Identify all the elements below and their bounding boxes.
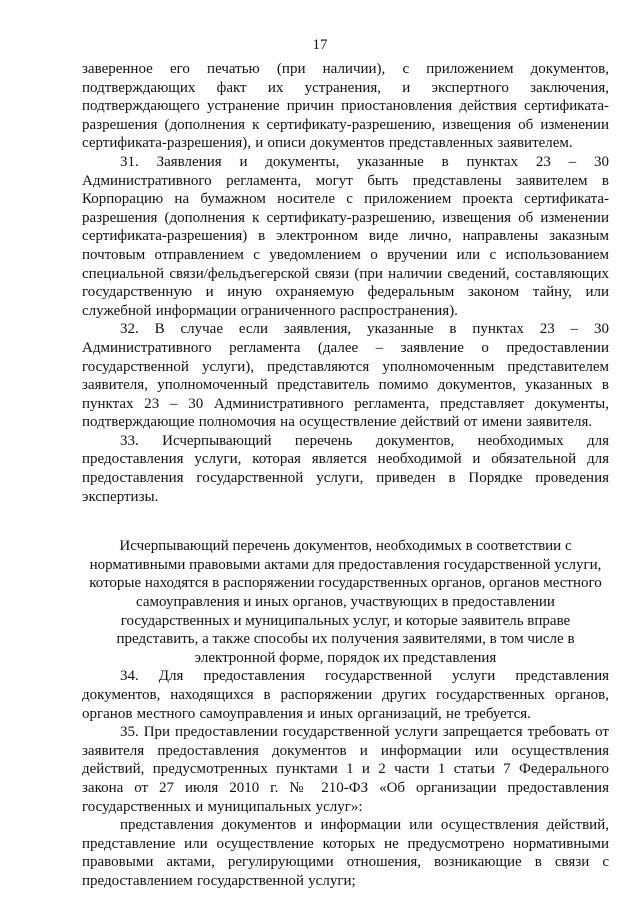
page-number: 17 — [312, 37, 328, 53]
document-body — [82, 60, 609, 891]
section-heading: Исчерпывающий перечень документов, необходимых в соответствии с нормативными правовыми актами для предоставления государственной услуги, которые находятся в распоряжении государственных органов, органов местного самоуправления и иных органов, участвующих в предоставлении государственных и муниципальных услуг, и которые заявитель вправе представить, а также способы их получения заявителями, в том числе в электронной форме, порядок их представления — [89, 538, 602, 666]
paragraph-33: 33. Исчерпывающий перечень документов, необходимых для предоставления услуги, которая является необходимой и обязательной для предоставления государственной услуги, приведен в Порядке проведения экспертизы. — [82, 432, 609, 505]
paragraph-35: 35. При предоставлении государственной услуги запрещается требовать от заявителя предоставления документов и информации или осуществления действий, предусмотренных пунктами 1 и 2 части 1 статьи 7 Федерального закона от 27 июля 2010 г. № 210-ФЗ «Об организации предоставления государственных и муниципальных услуг»: — [82, 724, 609, 815]
paragraph-35-item: представления документов и информации или осуществления действий, представление или осуществление которых не предусмотрено нормативными правовыми актами, регулирующими отношения, возникающие в связи с предоставлением государственной услуги; — [82, 817, 609, 889]
paragraph-31: 31. Заявления и документы, указанные в пунктах 23 – 30 Административного регламента, могут быть представлены заявителем в Корпорацию на бумажном носителе с приложением проекта сертификата-разрешения (дополнения к сертификату-разрешению, извещения об изменении сертификата-разрешения) в электронном виде лично, направлены заказным почтовым отправлением с уведомлением о вручении или с использованием специальной связи/фельдъегерской связи (при наличии сведений, составляющих государственную и иную охраняемую федеральным законом тайну, или служебной информации ограниченного распространения). — [82, 153, 609, 319]
paragraph-continuation: заверенное его печатью (при наличии), с приложением документов, подтверждающих факт их устранения, и экспертного заключения, подтверждающего устранение причин приостановления действия сертификата-разрешения (дополнения к сертификату-разрешению, извещения об изменении сертификата-разрешения), и описи документов представленных заявителем. — [82, 61, 609, 152]
paragraph-32: 32. В случае если заявления, указанные в пунктах 23 – 30 Административного регламента (далее – заявление о предоставлении государственной услуги), представляются уполномоченным представителем заявителя, уполномоченный представитель помимо документов, указанных в пунктах 23 – 30 Административного регламента, представляет документы, подтверждающие полномочия на осуществление действий от имени заявителя. — [82, 321, 609, 431]
paragraph-34: 34. Для предоставления государственной услуги представления документов, находящихся в распоряжении других государственных органов, органов местного самоуправления и иных организаций, не требуется. — [82, 668, 609, 722]
